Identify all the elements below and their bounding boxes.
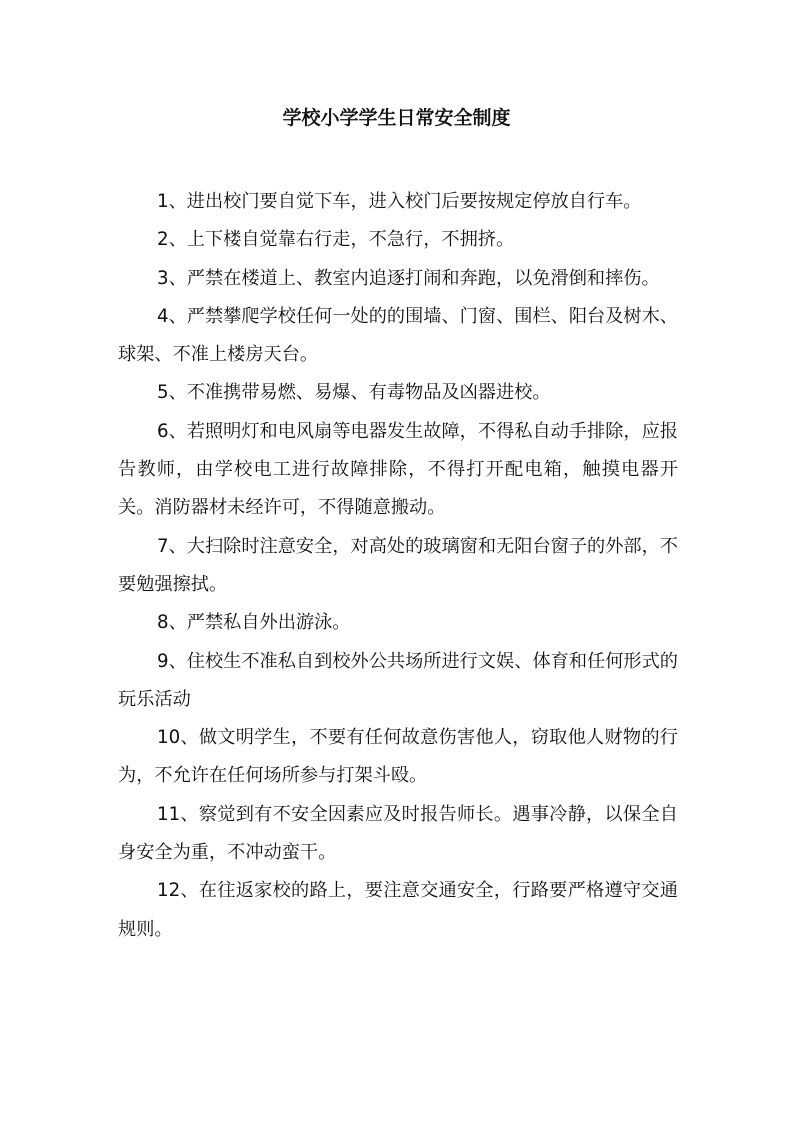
rule-paragraph-10: 10、做文明学生，不要有任何故意伤害他人，窃取他人财物的行为，不允许在任何场所参与打架斗殴。 [118,727,678,787]
rule-paragraph-8: 8、严禁私自外出游泳。 [157,612,351,634]
rule-paragraph-5: 5、不准携带易燃、易爆、有毒物品及凶器进校。 [157,382,551,404]
rule-paragraph-3: 3、严禁在楼道上、教室内追逐打闹和奔跑，以免滑倒和摔伤。 [157,267,660,289]
rule-paragraph-6: 6、若照明灯和电风扇等电器发生故障，不得私自动手排除，应报告教师，由学校电工进行故障排除，不得打开配电箱，触摸电器开关。消防器材未经许可，不得随意搬动。 [118,420,678,519]
rule-paragraph-9: 9、住校生不准私自到校外公共场所进行文娱、体育和任何形式的玩乐活动 [118,650,678,710]
rule-paragraph-11: 11、察觉到有不安全因素应及时报告师长。遇事冷静，以保全自身安全为重，不冲动蛮干。 [118,803,678,864]
document-body [118,183,678,949]
rule-paragraph-12: 12、在往返家校的路上，要注意交通安全，行路要严格遵守交通规则。 [118,880,678,940]
document-title: 学校小学学生日常安全制度 [282,107,511,129]
rule-paragraph-4: 4、严禁攀爬学校任何一处的的围墙、门窗、围栏、阳台及树木、球架、不准上楼房天台。 [118,305,678,366]
rule-paragraph-7: 7、大扫除时注意安全，对高处的玻璃窗和无阳台窗子的外部，不要勉强擦拭。 [118,535,678,595]
rule-paragraph-1: 1、进出校门要自觉下车，进入校门后要按规定停放自行车。 [157,191,642,212]
rule-paragraph-2: 2、上下楼自觉靠右行走，不急行，不拥挤。 [157,229,515,251]
